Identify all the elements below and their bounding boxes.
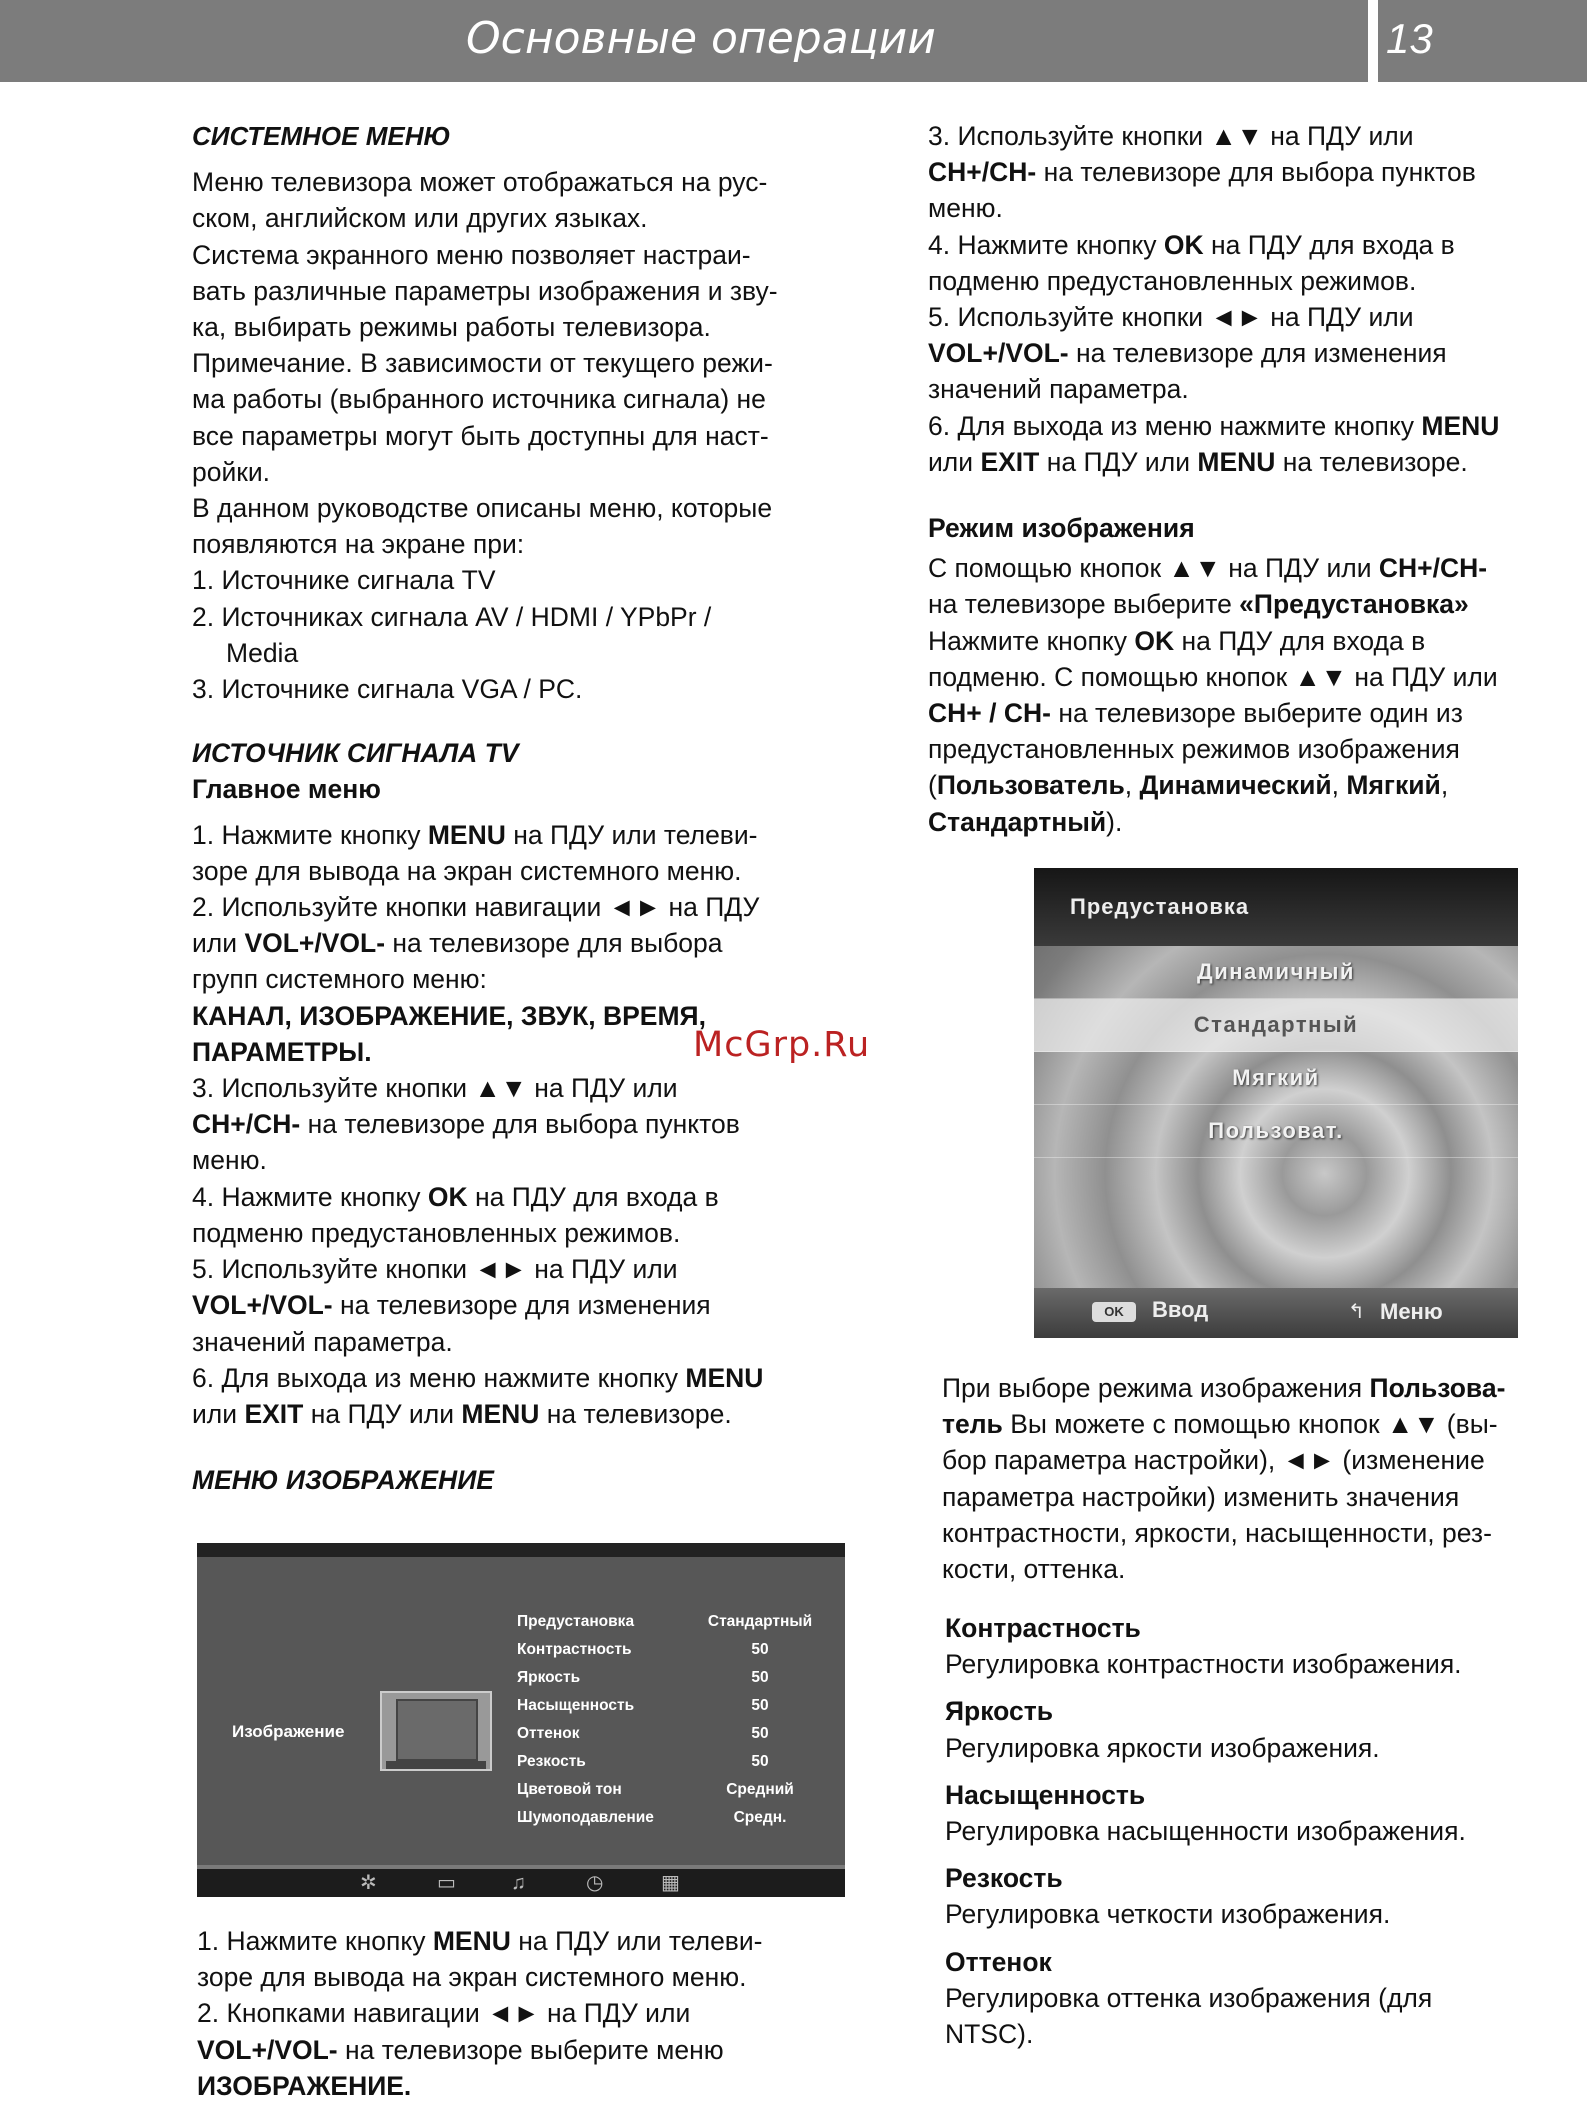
tv-source-heading: ИСТОЧНИК СИГНАЛА TV	[192, 738, 519, 769]
text-line: параметра настройки) изменить значения	[942, 1481, 1460, 1512]
menu-top-strip	[197, 1543, 845, 1557]
text-line: кости, оттенка.	[942, 1554, 1126, 1585]
param-desc: Регулировка яркости изображения.	[945, 1732, 1380, 1763]
param-title: Резкость	[945, 1863, 1063, 1894]
menu-groups: КАНАЛ, ИЗОБРАЖЕНИЕ, ЗВУК, ВРЕМЯ,	[192, 1000, 706, 1031]
picture-mode-heading: Режим изображения	[928, 513, 1195, 544]
text-line: зоре для вывода на экран системного меню.	[192, 855, 742, 886]
step-1: 1. Нажмите кнопку MENU на ПДУ или телеви-	[197, 1926, 763, 1956]
text-line: на телевизоре выберите «Предустановка»	[928, 589, 1469, 620]
right-column	[928, 118, 1583, 840]
text-line: Примечание. В зависимости от текущего режи-	[192, 348, 773, 379]
text-line: VOL+/VOL- на телевизоре для изменения	[192, 1290, 711, 1321]
text-line: 1. Источнике сигнала TV	[192, 565, 496, 596]
music-icon: ♫	[511, 1872, 526, 1894]
param-desc: NTSC).	[945, 2019, 1034, 2050]
page-number: 13	[1386, 15, 1433, 62]
text-line: 2. Источниках сигнала AV / HDMI / YPbPr /	[192, 601, 712, 632]
text-line: все параметры могут быть доступны для наст-	[192, 420, 769, 451]
step-1: 1. Нажмите кнопку MENU на ПДУ или телеви-	[192, 819, 758, 850]
text-line: подменю предустановленных режимов.	[192, 1217, 681, 1248]
param-desc: Регулировка оттенка изображения (для	[945, 1982, 1433, 2013]
step-3: 3. Используйте кнопки ▲▼ на ПДУ или	[192, 1073, 678, 1104]
menu-row: Цветовой тон Средний	[517, 1781, 794, 1798]
menu-row: Шумоподавление Средн.	[517, 1809, 787, 1826]
text-line: Нажмите кнопку OK на ПДУ для входа в	[928, 625, 1426, 656]
step-3: 3. Используйте кнопки ▲▼ на ПДУ или	[928, 121, 1414, 151]
param-desc: Регулировка четкости изображения.	[945, 1899, 1391, 1930]
tv-image-icon	[380, 1691, 492, 1771]
tv-icon: ▭	[437, 1872, 456, 1894]
step-2: 2. Используйте кнопки навигации ◄► на ПДУ	[192, 892, 760, 923]
menu-row: Яркость 50	[517, 1669, 769, 1686]
text-line: CH+/CH- на телевизоре для выбора пунктов	[192, 1109, 740, 1140]
text-line: значений параметра.	[928, 374, 1189, 405]
step-2: 2. Кнопками навигации ◄► на ПДУ или	[197, 1998, 691, 2029]
clock-icon: ◷	[586, 1872, 604, 1894]
preset-option: Мягкий	[1034, 1052, 1518, 1105]
text-line: или EXIT на ПДУ или MENU на телевизоре.	[928, 446, 1468, 477]
text-line: меню.	[192, 1145, 267, 1176]
step-4: 4. Нажмите кнопку OK на ПДУ для входа в	[192, 1181, 719, 1212]
param-title: Насыщенность	[945, 1779, 1146, 1810]
param-list	[945, 1610, 1585, 2052]
text-line: контрастности, яркости, насыщенности, рез-	[942, 1517, 1492, 1548]
text-line: подменю предустановленных режимов.	[928, 265, 1417, 296]
text-line: ском, английском или других языках.	[192, 203, 648, 234]
step-5: 5. Используйте кнопки ◄► на ПДУ или	[192, 1254, 678, 1285]
main-menu-heading: Главное меню	[192, 774, 381, 805]
menu-row: Оттенок 50	[517, 1725, 769, 1742]
menu-category: Изображение	[232, 1722, 345, 1741]
ok-key-icon: OK	[1092, 1302, 1136, 1322]
return-arrow-icon: ↰	[1348, 1301, 1365, 1323]
text-line: (Пользователь, Динамический, Мягкий,	[928, 770, 1449, 801]
text-line: Меню телевизора может отображаться на рус-	[192, 167, 768, 198]
text-line: Стандартный).	[928, 806, 1123, 837]
text-line: значений параметра.	[192, 1326, 453, 1357]
text-line: Media	[226, 637, 299, 668]
param-title: Яркость	[945, 1696, 1053, 1727]
text-line: Система экранного меню позволяет настраи-	[192, 239, 751, 270]
step-4: 4. Нажмите кнопку OK на ПДУ для входа в	[928, 229, 1455, 260]
text-line: зоре для вывода на экран системного меню.	[197, 1962, 747, 1993]
text-line: групп системного меню:	[192, 964, 487, 995]
menu-row: Предустановка Стандартный	[517, 1613, 813, 1630]
text-line: CH+ / CH- на телевизоре выберите один из	[928, 698, 1463, 729]
menu-row: Насыщенность 50	[517, 1697, 769, 1714]
text-line: или VOL+/VOL- на телевизоре для выбора	[192, 928, 723, 959]
param-desc: Регулировка насыщенности изображения.	[945, 1816, 1466, 1847]
param-title: Контрастность	[945, 1613, 1141, 1643]
text-line: При выборе режима изображения Пользова-	[942, 1373, 1506, 1403]
text-line: меню.	[928, 193, 1003, 224]
left-column	[192, 118, 872, 1498]
menu-row: Контрастность 50	[517, 1641, 769, 1658]
step-6: 6. Для выхода из меню нажмите кнопку MENU	[192, 1362, 764, 1393]
preset-title: Предустановка	[1070, 894, 1250, 919]
param-desc: Регулировка контрастности изображения.	[945, 1649, 1462, 1680]
text-line: ма работы (выбранного источника сигнала) не	[192, 384, 766, 415]
text-line: С помощью кнопок ▲▼ на ПДУ или CH+/CH-	[928, 553, 1488, 584]
text-line: подменю. С помощью кнопок ▲▼ на ПДУ или	[928, 661, 1498, 692]
watermark: McGrp.Ru	[693, 1025, 871, 1065]
text-line: появляются на экране при:	[192, 529, 525, 560]
page-title: Основные операции	[466, 13, 936, 64]
enter-label: Ввод	[1152, 1297, 1209, 1322]
picture-menu-heading: МЕНЮ ИЗОБРАЖЕНИЕ	[192, 1465, 494, 1496]
user-mode-text	[942, 1370, 1587, 1587]
text-line: ка, выбирать режимы работы телевизора.	[192, 312, 711, 343]
gear-icon: ✲	[360, 1872, 377, 1894]
text-line: VOL+/VOL- на телевизоре для изменения	[928, 338, 1447, 369]
picture-menu-screenshot	[197, 1543, 845, 1897]
menu-groups-cont: ПАРАМЕТРЫ.	[192, 1036, 372, 1067]
text-line: вать различные параметры изображения и зву-	[192, 275, 778, 306]
menu-label: Меню	[1380, 1299, 1443, 1324]
preset-menu-screenshot	[1034, 868, 1518, 1338]
preset-option: Динамичный	[1034, 946, 1518, 999]
text-line: или EXIT на ПДУ или MENU на телевизоре.	[192, 1398, 732, 1429]
text-line: CH+/CH- на телевизоре для выбора пунктов	[928, 157, 1476, 188]
system-menu-heading: СИСТЕМНОЕ МЕНЮ	[192, 121, 451, 151]
left-bottom-steps	[197, 1923, 877, 2104]
text-line: тель Вы можете с помощью кнопок ▲▼ (вы-	[942, 1409, 1498, 1440]
preset-option: Пользоват.	[1034, 1105, 1518, 1158]
text-line: ройки.	[192, 456, 271, 487]
preset-option-selected: Стандартный	[1034, 999, 1518, 1052]
text-line: 3. Источнике сигнала VGA / PC.	[192, 674, 583, 705]
step-6: 6. Для выхода из меню нажмите кнопку MENU	[928, 410, 1500, 441]
grid-icon: ▦	[661, 1872, 680, 1894]
step-5: 5. Используйте кнопки ◄► на ПДУ или	[928, 302, 1414, 333]
text-line: предустановленных режимов изображения	[928, 734, 1460, 765]
param-title: Оттенок	[945, 1946, 1052, 1977]
text-line: бор параметра настройки), ◄► (изменение	[942, 1445, 1485, 1476]
text-line: В данном руководстве описаны меню, которые	[192, 493, 773, 524]
menu-row: Резкость 50	[517, 1753, 769, 1770]
text-line: ИЗОБРАЖЕНИЕ.	[197, 2070, 412, 2101]
text-line: VOL+/VOL- на телевизоре выберите меню	[197, 2034, 724, 2065]
